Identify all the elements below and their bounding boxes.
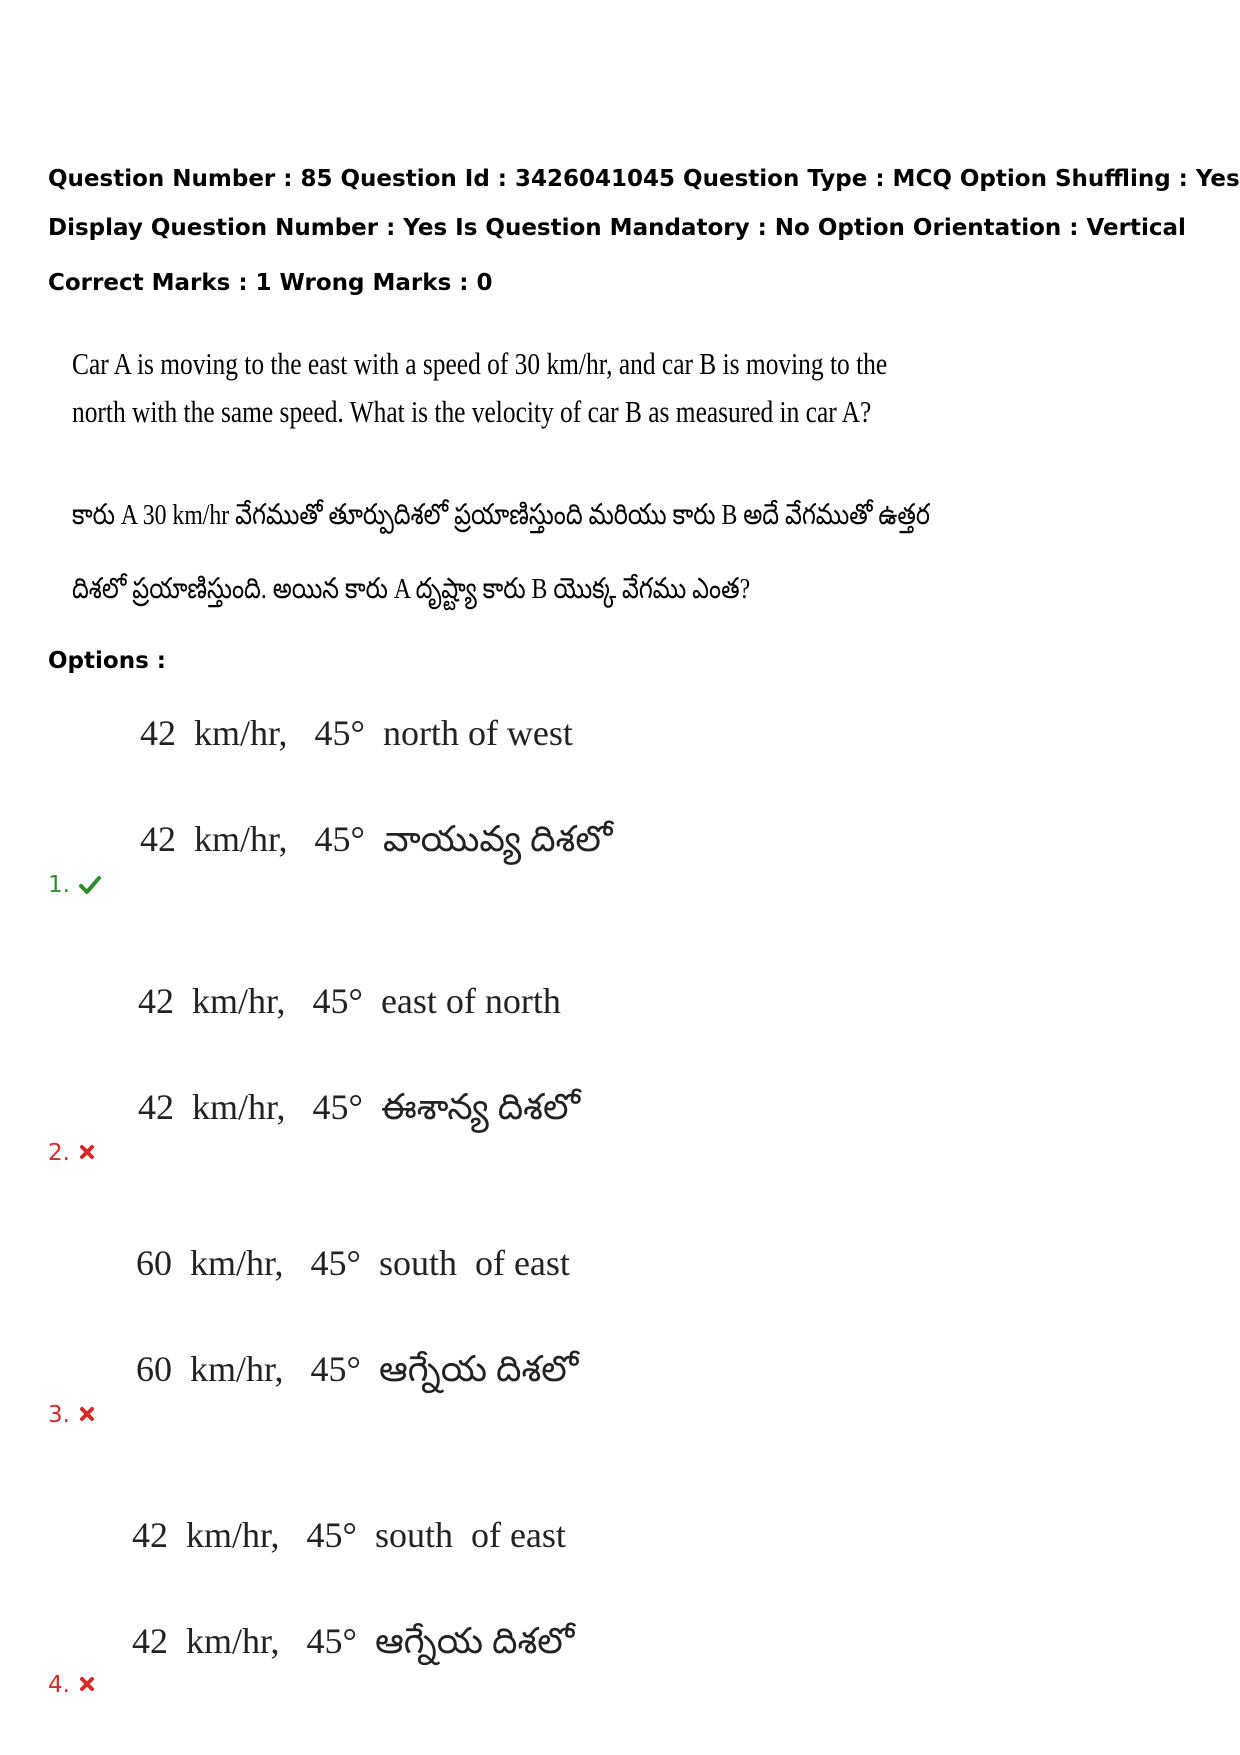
question-english [72, 340, 1172, 436]
cross-icon [78, 1403, 102, 1427]
option-1-telugu: 42 km/hr, 45° వాయువ్య దిశలో [140, 819, 613, 859]
question-english-line-1: Car A is moving to the east with a speed of 30 km/hr, and car B is moving to the [72, 346, 888, 381]
option-4-number-text: 4. [48, 1672, 70, 1698]
option-2-telugu: 42 km/hr, 45° ఈశాన్య దిశలో [138, 1087, 580, 1127]
question-telugu-line-2: దిశలో ప్రయాణిస్తుంది. అయిన కారు A దృష్ట్యా కారు B యొక్క వేగము ఎంత? [72, 573, 751, 605]
option-1-number-text: 1. [48, 872, 70, 898]
cross-icon [78, 1673, 102, 1697]
question-telugu [72, 478, 1172, 626]
option-4-number[interactable] [48, 1672, 102, 1698]
option-3-number[interactable] [48, 1402, 102, 1428]
question-meta-line-1: Question Number : 85 Question Id : 3426041045 Question Type : MCQ Option Shuffling : Yes [48, 166, 1240, 192]
option-2-number[interactable] [48, 1140, 102, 1166]
question-meta-line-2: Display Question Number : Yes Is Question Mandatory : No Option Orientation : Vertical [48, 215, 1186, 241]
option-1-english: 42 km/hr, 45° north of west [140, 713, 573, 753]
option-2-number-text: 2. [48, 1140, 70, 1166]
option-2-english: 42 km/hr, 45° east of north [138, 981, 561, 1021]
question-english-line-2: north with the same speed. What is the velocity of car B as measured in car A? [72, 394, 872, 429]
option-3-telugu: 60 km/hr, 45° ఆగ్నేయ దిశలో [136, 1349, 579, 1389]
marks-line: Correct Marks : 1 Wrong Marks : 0 [48, 270, 493, 296]
option-3-number-text: 3. [48, 1402, 70, 1428]
option-3-english: 60 km/hr, 45° south of east [136, 1243, 570, 1283]
option-4-telugu: 42 km/hr, 45° ఆగ్నేయ దిశలో [132, 1621, 575, 1661]
check-icon [78, 873, 102, 897]
cross-icon [78, 1141, 102, 1165]
option-4-english: 42 km/hr, 45° south of east [132, 1515, 566, 1555]
option-1-number[interactable] [48, 872, 102, 898]
question-telugu-line-1: కారు A 30 km/hr వేగముతో తూర్పుదిశలో ప్రయాణిస్తుంది మరియు కారు B అదే వేగముతో ఉత్తర [72, 499, 930, 531]
options-label: Options : [48, 648, 166, 674]
